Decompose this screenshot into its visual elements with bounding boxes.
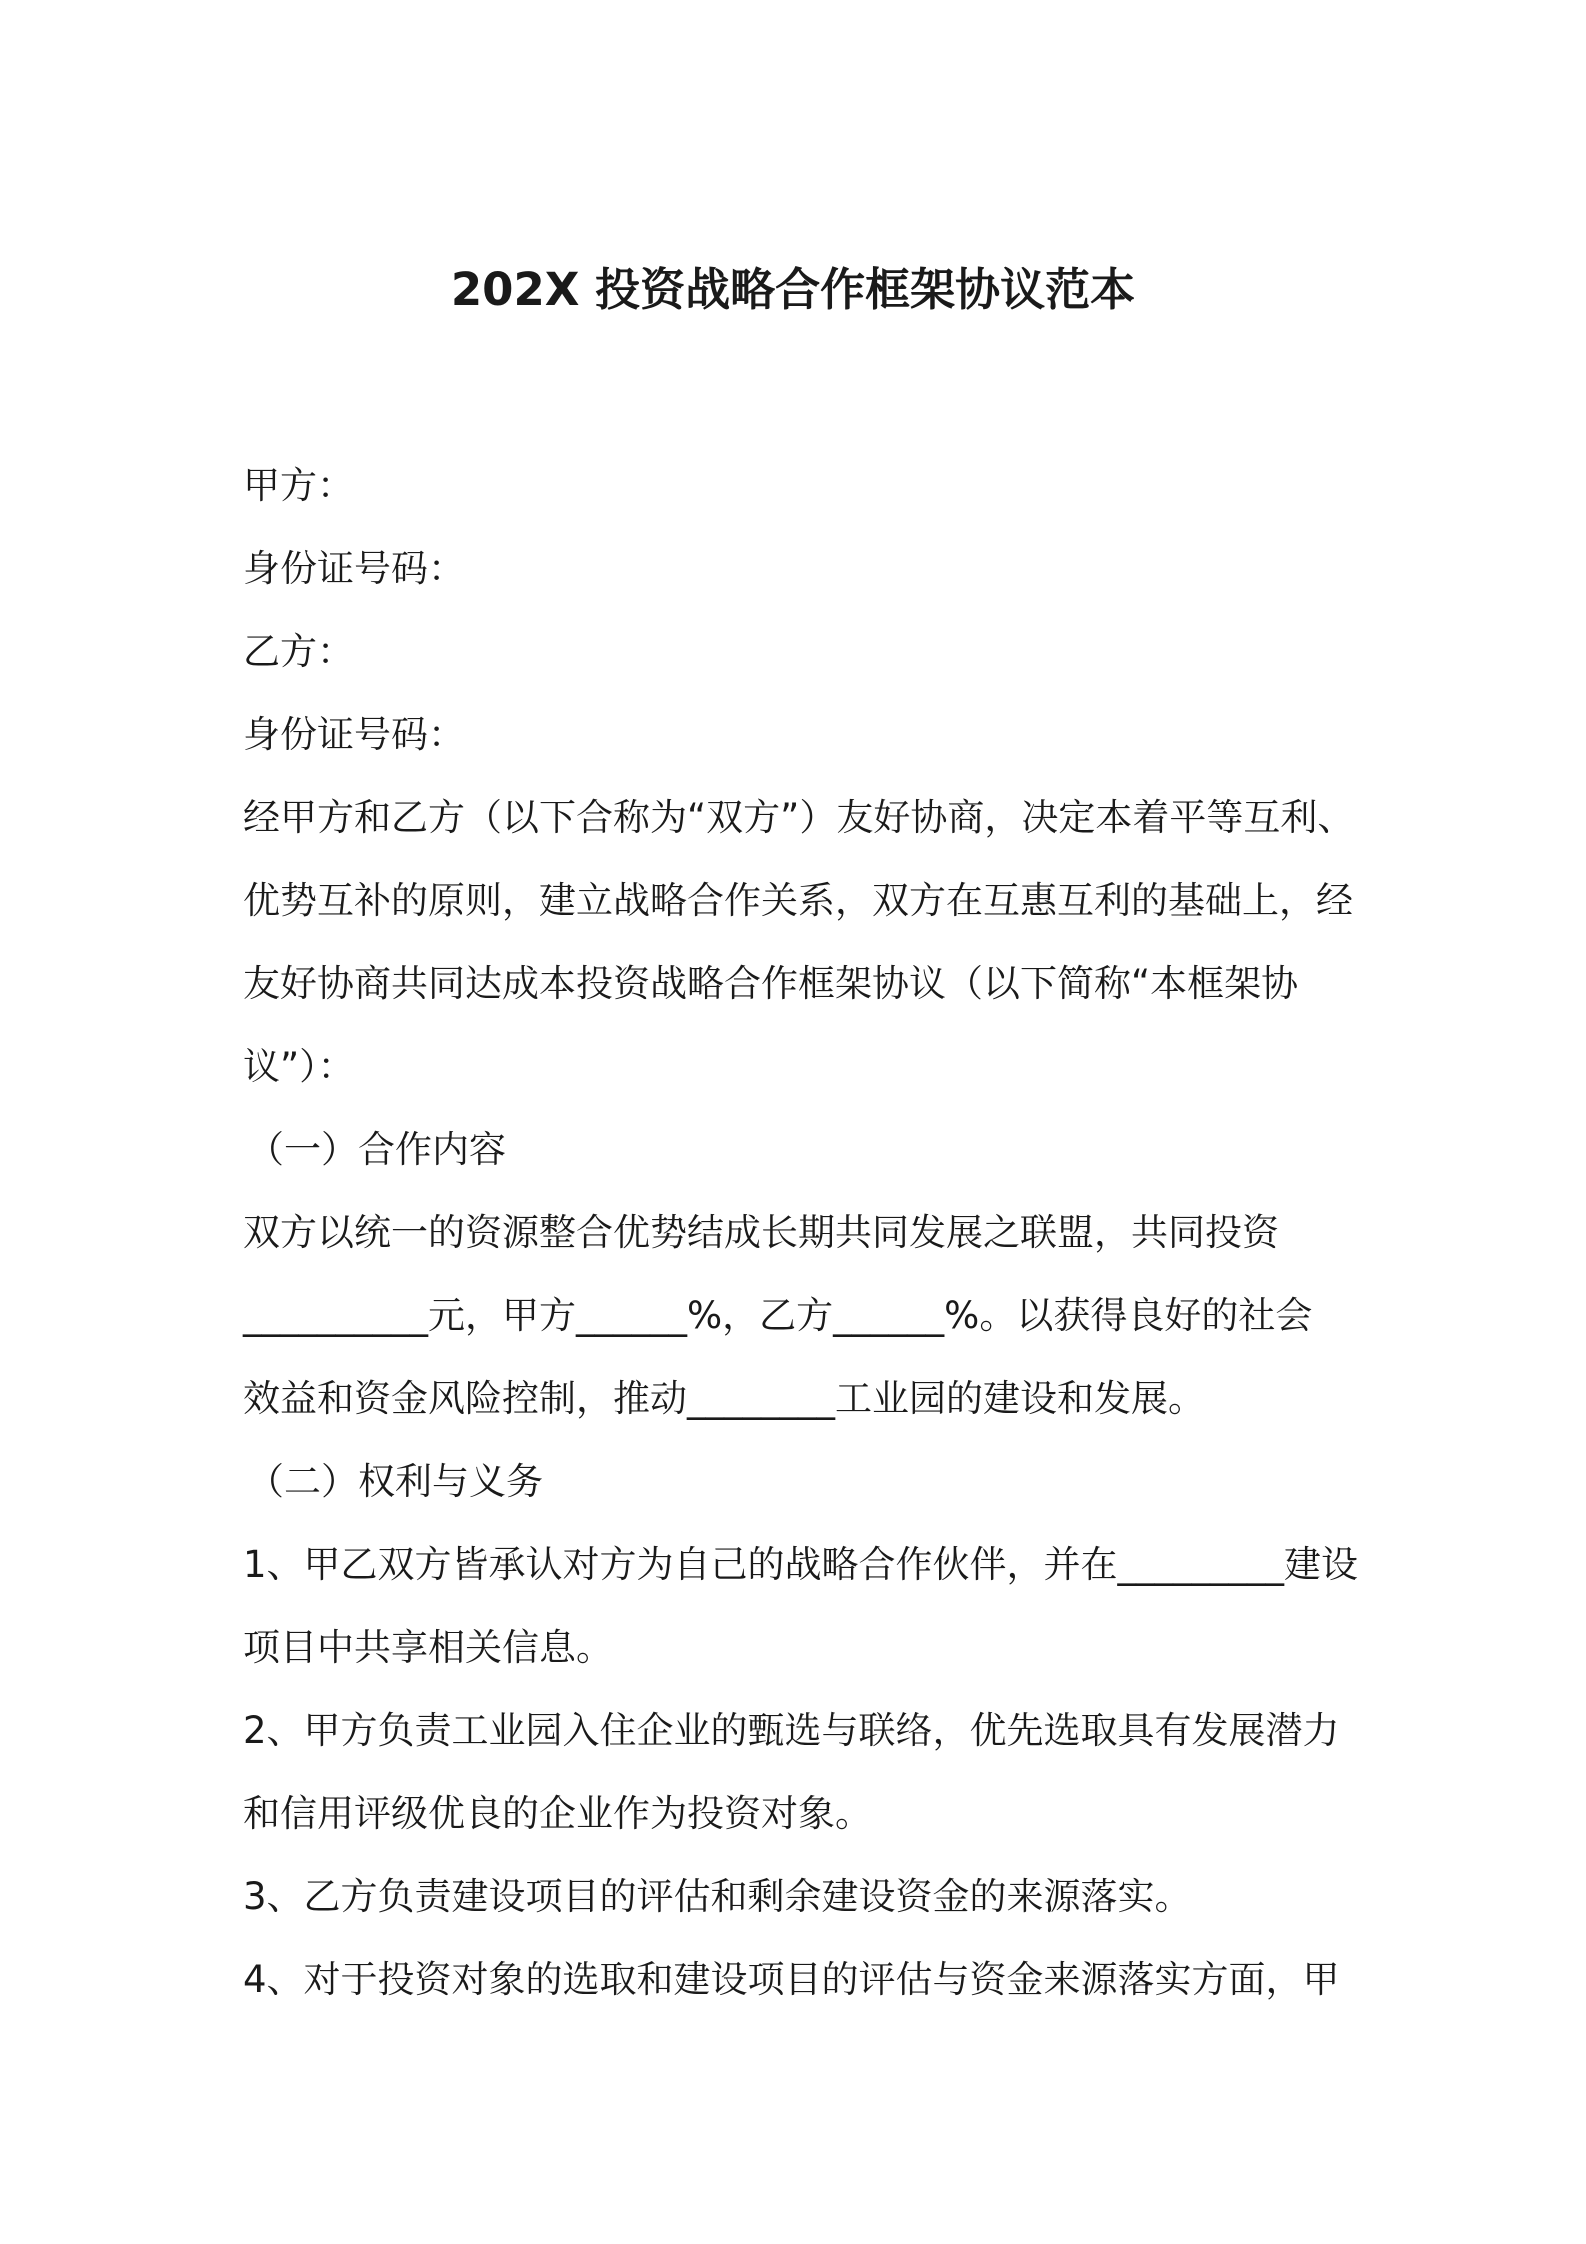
intro-paragraph-line: 议”）： — [243, 1045, 355, 1088]
cooperation-paragraph-line: 效益和资金风险控制，推动________工业园的建设和发展。 — [243, 1377, 1205, 1420]
party-b-label: 乙方： — [243, 630, 354, 673]
section-heading-cooperation: （一）合作内容 — [247, 1128, 506, 1171]
clause-3-line: 3、乙方负责建设项目的评估和剩余建设资金的来源落实。 — [243, 1875, 1192, 1918]
section-heading-rights: （二）权利与义务 — [247, 1460, 543, 1503]
intro-paragraph-line: 优势互补的原则，建立战略合作关系，双方在互惠互利的基础上，经 — [243, 879, 1353, 922]
intro-paragraph-line: 友好协商共同达成本投资战略合作框架协议（以下简称“本框架协 — [243, 962, 1299, 1005]
clause-2-line: 和信用评级优良的企业作为投资对象。 — [243, 1792, 872, 1835]
party-a-label: 甲方： — [243, 464, 354, 507]
clause-4-line: 4、对于投资对象的选取和建设项目的评估与资金来源落实方面，甲 — [243, 1958, 1340, 2001]
clause-1-line: 1、甲乙双方皆承认对方为自己的战略合作伙伴，并在_________建设 — [243, 1543, 1359, 1586]
document-title: 202X 投资战略合作框架协议范本 — [450, 263, 1136, 316]
party-b-id-label: 身份证号码： — [243, 713, 465, 756]
party-a-id-label: 身份证号码： — [243, 547, 465, 590]
cooperation-paragraph-line: __________元，甲方______%，乙方______%。以获得良好的社会 — [243, 1294, 1313, 1337]
cooperation-paragraph-line: 双方以统一的资源整合优势结成长期共同发展之联盟，共同投资 — [243, 1211, 1279, 1254]
clause-2-line: 2、甲方负责工业园入住企业的甄选与联络，优先选取具有发展潜力 — [243, 1709, 1340, 1752]
clause-1-line: 项目中共享相关信息。 — [243, 1626, 613, 1669]
document-body — [243, 444, 1363, 2021]
intro-paragraph-line: 经甲方和乙方（以下合称为“双方”）友好协商，决定本着平等互利、 — [243, 796, 1355, 839]
